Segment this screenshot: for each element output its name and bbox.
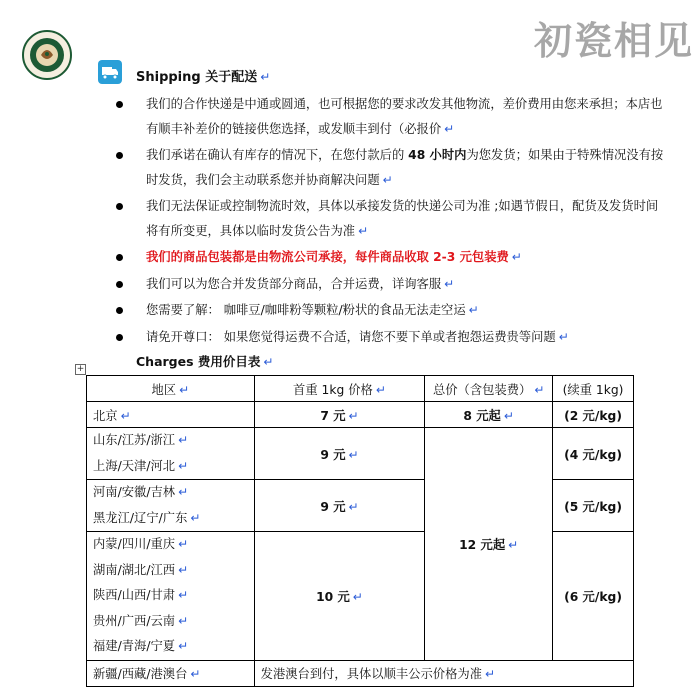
first-kg-cell: 7 元 ↵: [254, 402, 425, 428]
delivery-truck-icon: [98, 60, 122, 84]
charges-title: Charges 费用价目表 ↵: [136, 354, 274, 369]
table-row: [87, 660, 634, 686]
header-extra-kg: (续重 1kg): [553, 376, 634, 402]
extra-kg-cell: (5 元/kg): [553, 480, 634, 532]
bullet-item: 我们无法保证或控制物流时效，具体以承接发货的快递公司为准 ;如遇节假日，配货及发货时间将有所变更，具体以临时发货公告为准 ↵: [110, 194, 670, 243]
shipping-bullet-list: [110, 92, 670, 351]
header-first-kg: 首重 1kg 价格 ↵: [254, 376, 425, 402]
shared-total-cell: 12 元起 ↵: [425, 428, 553, 661]
bullet-item-packaging-fee: 我们的商品包装都是由物流公司承接，每件商品收取 2-3 元包装费 ↵: [110, 245, 670, 270]
bullet-item: 请免开尊口： 如果您觉得运费不合适，请您不要下单或者抱怨运费贵等问题 ↵: [110, 325, 670, 350]
bullet-item: 我们承诺在确认有库存的情况下，在您付款后的 48 小时内为您发货；如果由于特殊情况没有按时发货，我们会主动联系您并协商解决问题 ↵: [110, 143, 670, 192]
region-cell: 新疆/西藏/港澳台 ↵: [87, 660, 255, 686]
extra-kg-cell: (6 元/kg): [553, 532, 634, 661]
region-cell: 北京 ↵: [87, 402, 255, 428]
header-region: 地区 ↵: [87, 376, 255, 402]
first-kg-cell: 9 元 ↵: [254, 480, 425, 532]
bullet-item: 我们可以为您合并发货部分商品，合并运费，详询客服 ↵: [110, 272, 670, 297]
table-row: [87, 428, 634, 480]
extra-kg-cell: (2 元/kg): [553, 402, 634, 428]
table-header-row: [87, 376, 634, 402]
table-row: [87, 402, 634, 428]
fee-table: [86, 375, 634, 687]
header-total: 总价（含包装费） ↵: [425, 376, 553, 402]
first-kg-cell: 9 元 ↵: [254, 428, 425, 480]
bullet-item: 您需要了解： 咖啡豆/咖啡粉等颗粒/粉状的食品无法走空运 ↵: [110, 298, 670, 323]
region-cell: 内蒙/四川/重庆 ↵ 湖南/湖北/江西 ↵ 陕西/山西/甘肃 ↵ 贵州/广西/云南 ↵ 福建/青海/宁夏 ↵: [87, 532, 255, 661]
region-cell: 河南/安徽/吉林 ↵ 黑龙江/辽宁/广东 ↵: [87, 480, 255, 532]
region-cell: 山东/江苏/浙江 ↵ 上海/天津/河北 ↵: [87, 428, 255, 480]
section-heading: Shipping 关于配送 ↵: [136, 70, 271, 85]
watermark: 初瓷相见: [533, 19, 694, 63]
first-kg-cell: 10 元 ↵: [254, 532, 425, 661]
extra-kg-cell: (4 元/kg): [553, 428, 634, 480]
table-move-handle[interactable]: +: [76, 364, 85, 374]
store-logo: [22, 30, 72, 80]
total-cell: 8 元起 ↵: [425, 402, 553, 428]
note-cell: 发港澳台到付，具体以顺丰公示价格为准 ↵: [254, 660, 633, 686]
bullet-item: 我们的合作快递是中通或圆通，也可根据您的要求改发其他物流，差价费用由您来承担；本店也有顺丰补差价的链接供您选择，或发顺丰到付（必报价 ↵: [110, 92, 670, 141]
